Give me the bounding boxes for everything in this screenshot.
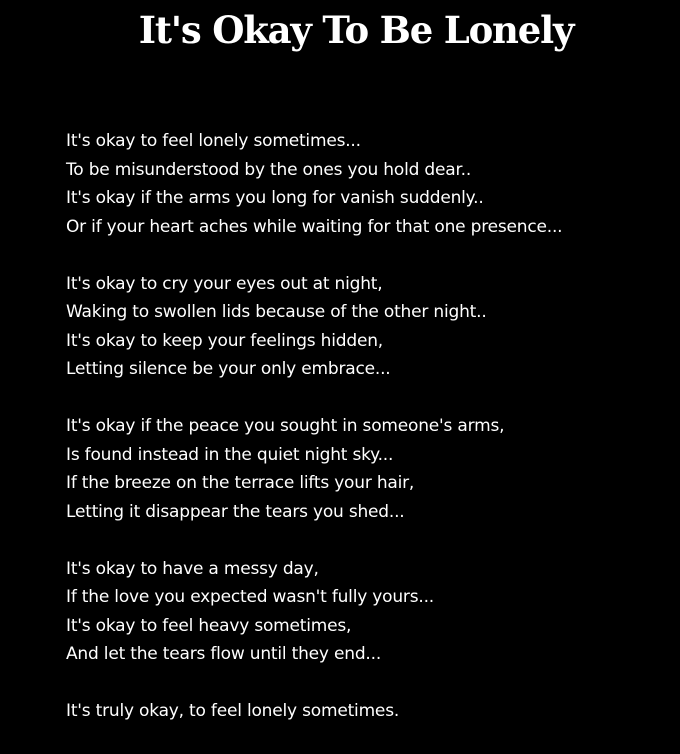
poem-line: Waking to swollen lids because of the other night.. [66, 302, 487, 322]
poem-line: Is found instead in the quiet night sky... [66, 444, 394, 465]
poem-body [66, 127, 666, 754]
poem-line: Letting silence be your only embrace... [66, 359, 391, 379]
poem-title: It's Okay To Be Lonely [138, 8, 574, 52]
poem-line: It's okay if the arms you long for vanish suddenly.. [66, 188, 484, 208]
poem-line: It's okay to cry your eyes out at night, [66, 273, 383, 294]
poem-line: If the love you expected wasn't fully yours... [66, 587, 434, 607]
stanza-3 [66, 412, 666, 526]
poem-line: It's okay to keep your feelings hidden, [66, 330, 383, 351]
poem-line: It's okay to have a messy day, [66, 558, 319, 579]
poem-line: It's okay to feel heavy sometimes, [66, 615, 352, 636]
stanza-5 [66, 697, 666, 726]
poem-line: Or if your heart aches while waiting for that one presence... [66, 216, 563, 237]
poem-line: It's okay to feel lonely sometimes... [66, 131, 361, 151]
stanza-4 [66, 555, 666, 669]
poem-line: And let the tears flow until they end... [66, 644, 382, 664]
poem-line: To be misunderstood by the ones you hold dear.. [66, 159, 472, 180]
poem-line: It's okay if the peace you sought in someone's arms, [66, 416, 505, 436]
poem-line: Letting it disappear the tears you shed... [66, 501, 405, 522]
stanza-2 [66, 270, 666, 384]
poem-line: If the breeze on the terrace lifts your hair, [66, 473, 415, 493]
poem-line: It's truly okay, to feel lonely sometimes. [66, 701, 400, 721]
stanza-1 [66, 127, 666, 241]
